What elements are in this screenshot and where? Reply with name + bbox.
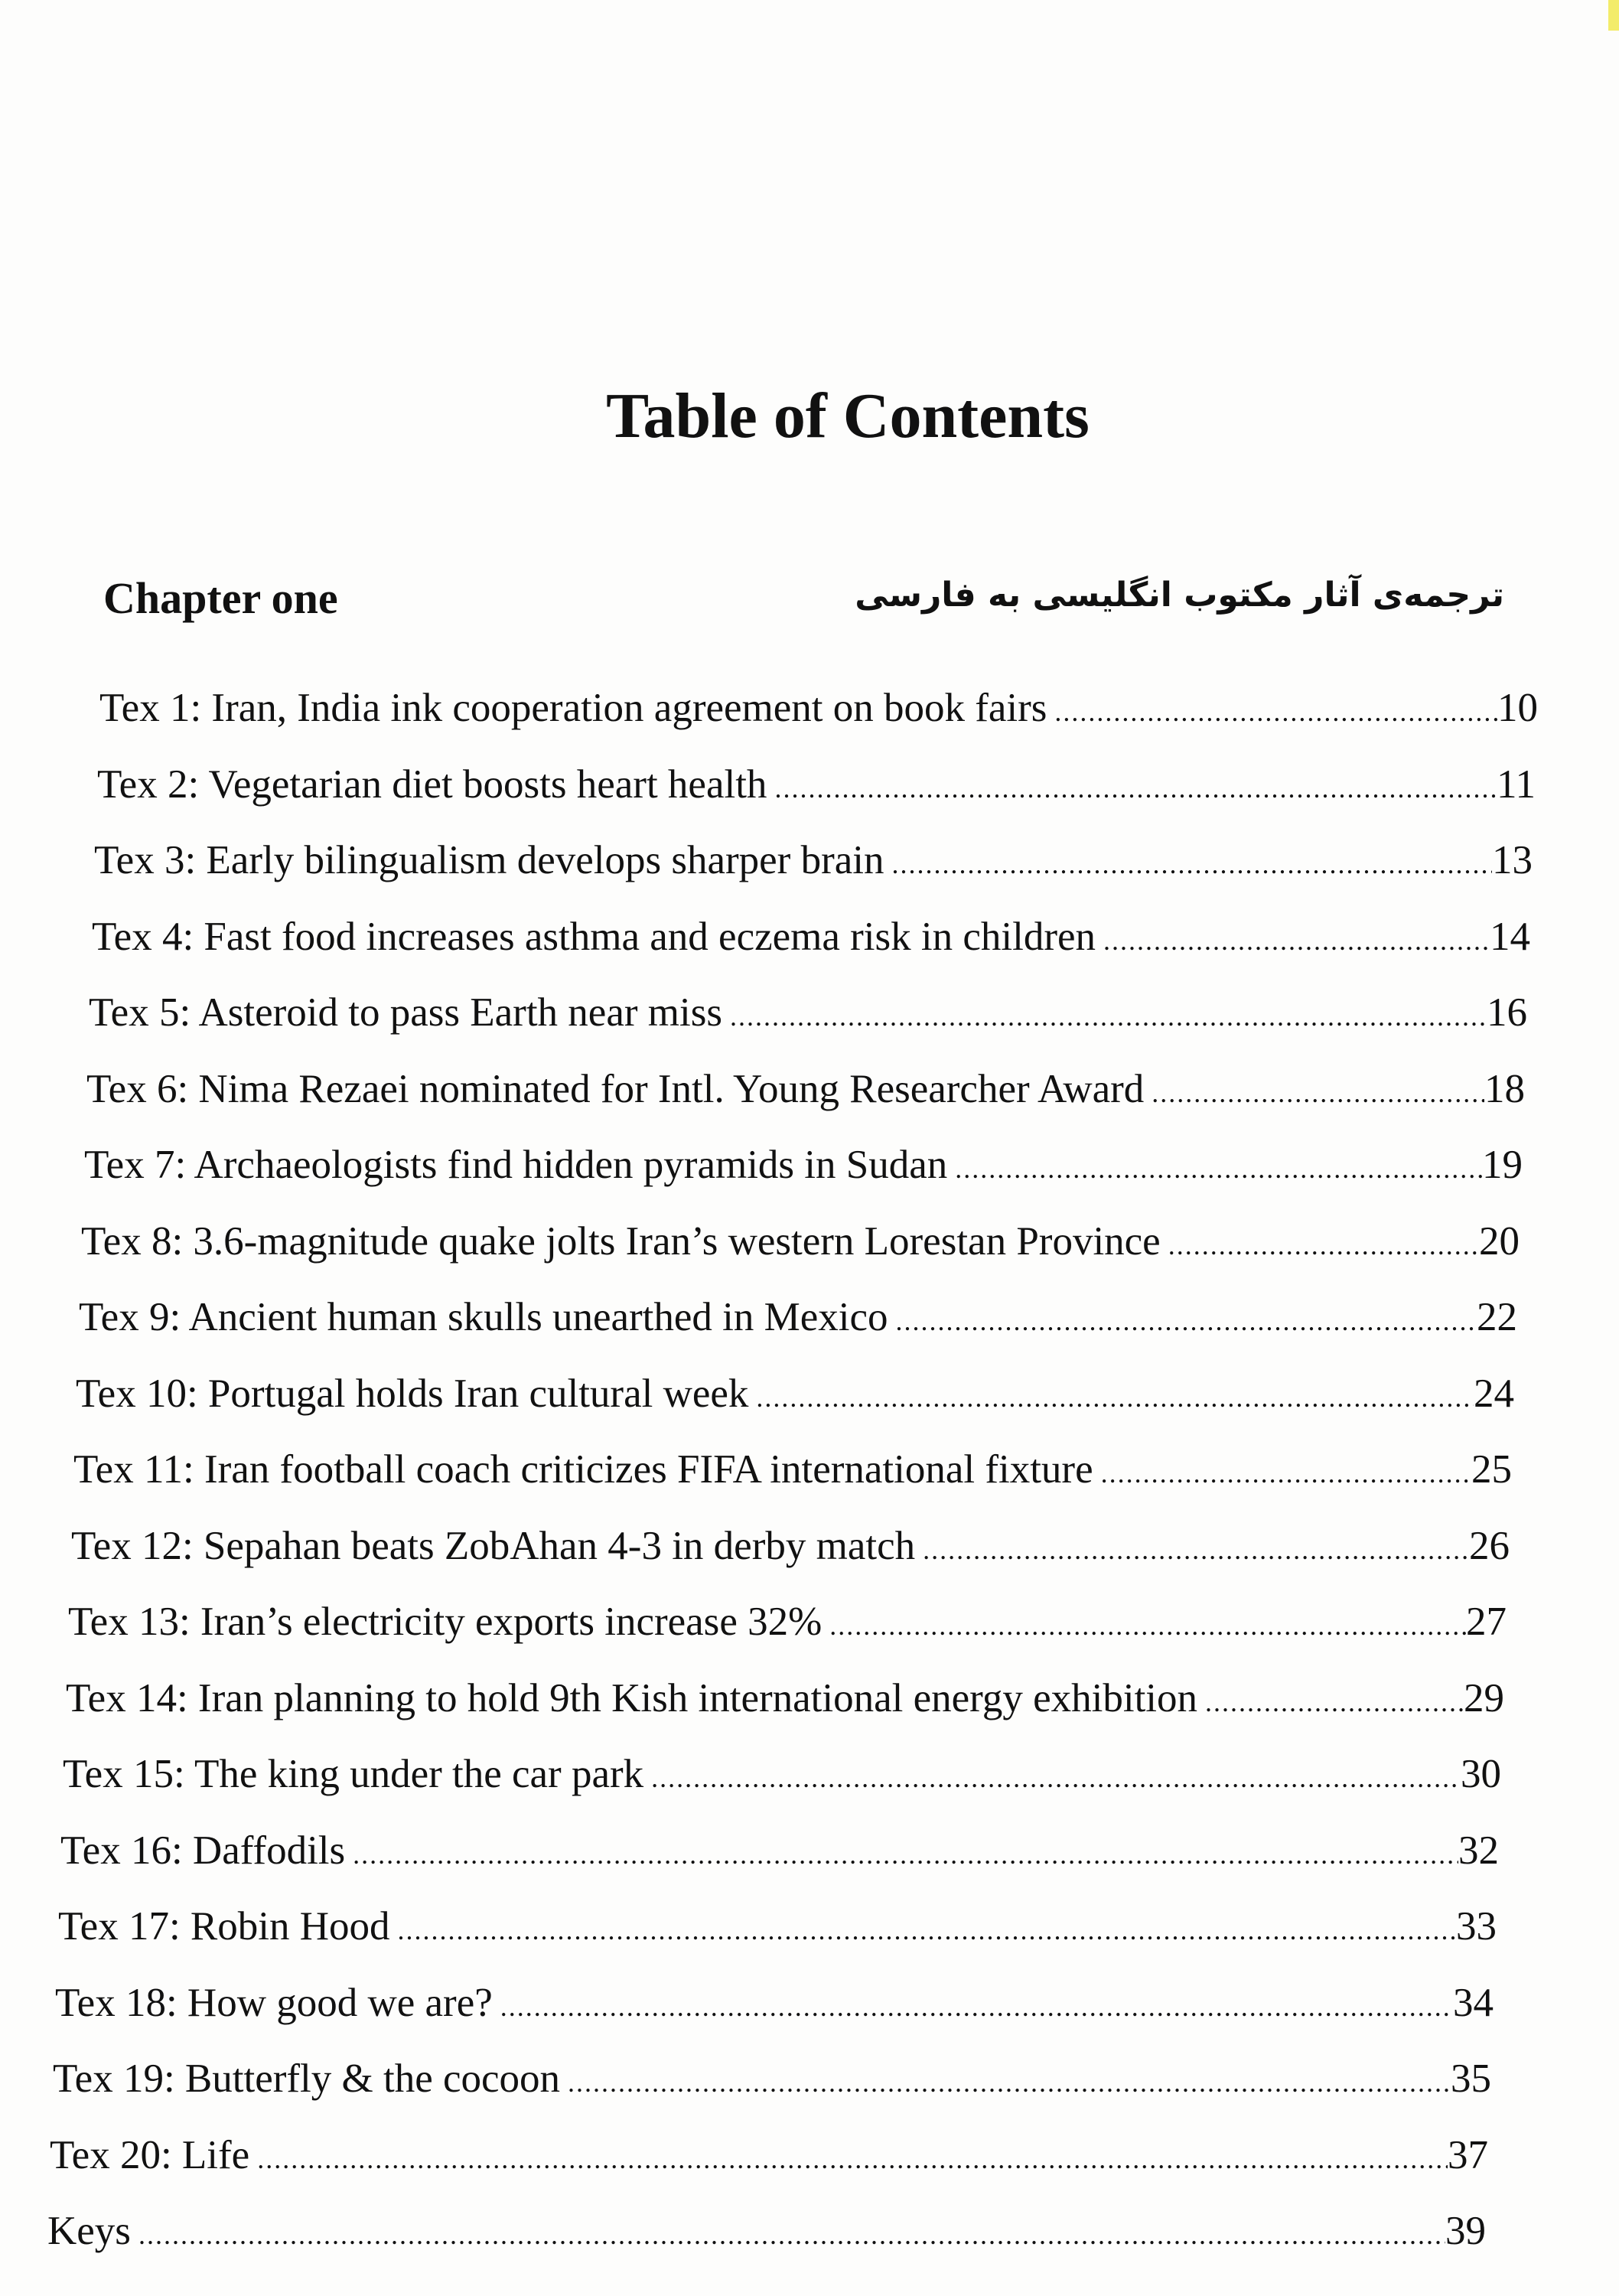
toc-entry-page: 20 <box>1479 1218 1520 1264</box>
toc-entry <box>97 762 1536 838</box>
page-title: Table of Contents <box>606 380 1090 452</box>
dot-leader <box>138 2219 1445 2251</box>
toc-entry-title: Tex 18: How good we are? <box>55 1980 493 2025</box>
toc-entry-page: 13 <box>1492 838 1533 882</box>
dot-leader <box>955 1153 1482 1185</box>
dot-leader <box>1168 1229 1479 1261</box>
dot-leader <box>398 1914 1456 1946</box>
toc-entry-title: Tex 20: Life <box>50 2132 250 2177</box>
toc-entry <box>68 1599 1507 1675</box>
toc-entry <box>71 1523 1510 1600</box>
toc-entry-title: Tex 14: Iran planning to hold 9th Kish international energy exhibition <box>66 1675 1198 1720</box>
toc-entry-page: 32 <box>1458 1828 1499 1873</box>
toc-entry-page: 11 <box>1496 762 1536 807</box>
toc-entry-page: 33 <box>1456 1904 1497 1949</box>
toc-entry-title: Tex 6: Nima Rezaei nominated for Intl. Young Researcher Award <box>86 1066 1145 1111</box>
toc-entry <box>63 1751 1501 1828</box>
dot-leader <box>829 1609 1466 1642</box>
toc-entry-page: 27 <box>1466 1600 1507 1644</box>
toc-entry <box>79 1294 1517 1371</box>
persian-heading: ترجمه‌ی آثار مکتوب انگلیسی به فارسی <box>855 576 1504 615</box>
toc-entry <box>86 1066 1525 1143</box>
toc-entry-page: 22 <box>1477 1295 1517 1339</box>
chapter-heading: Chapter one <box>103 573 338 623</box>
dot-leader <box>651 1762 1461 1794</box>
dot-leader <box>1205 1686 1464 1718</box>
toc-entry <box>53 2056 1491 2132</box>
page-edge-mark <box>1608 0 1619 31</box>
dot-leader <box>1103 925 1490 957</box>
toc-entry-title: Tex 15: The king under the car park <box>63 1752 644 1796</box>
dot-leader <box>774 772 1497 804</box>
toc-entry-title: Tex 8: 3.6-magnitude quake jolts Iran’s western Lorestan Province <box>81 1218 1161 1264</box>
toc-entry-title: Tex 19: Butterfly & the cocoon <box>53 2056 561 2101</box>
toc-entry <box>76 1371 1514 1447</box>
toc-entry-page: 14 <box>1490 914 1530 959</box>
toc-entry <box>55 1980 1494 2056</box>
toc-entry-page: 39 <box>1445 2209 1486 2253</box>
toc-entry-title: Tex 2: Vegetarian diet boosts heart health <box>97 762 767 807</box>
toc-entry-title: Tex 10: Portugal holds Iran cultural week <box>76 1371 749 1416</box>
toc-entry-page: 24 <box>1474 1371 1514 1416</box>
toc-entry-page: 30 <box>1461 1752 1501 1796</box>
toc-entry-page: 18 <box>1484 1066 1525 1111</box>
dot-leader <box>1054 696 1497 728</box>
toc-entry-title: Tex 13: Iran’s electricity exports increase 32% <box>68 1600 823 1644</box>
dot-leader <box>896 1305 1477 1337</box>
dot-leader <box>891 848 1492 880</box>
dot-leader <box>730 1000 1487 1032</box>
toc-entry-page: 29 <box>1464 1675 1504 1720</box>
toc-entry <box>81 1218 1520 1295</box>
dot-leader <box>756 1381 1474 1414</box>
toc-entry <box>94 837 1533 914</box>
toc-entry-page: 35 <box>1451 2056 1491 2101</box>
dot-leader <box>257 2143 1448 2175</box>
toc-entry-title: Keys <box>47 2209 131 2253</box>
dot-leader <box>353 1838 1458 1870</box>
toc-entry <box>92 914 1530 990</box>
toc-entry-title: Tex 9: Ancient human skulls unearthed in Mexico <box>79 1295 888 1339</box>
toc-entry-page: 34 <box>1453 1980 1494 2025</box>
dot-leader <box>923 1534 1469 1566</box>
toc-entry-page: 25 <box>1471 1447 1512 1492</box>
toc-entry-title: Tex 16: Daffodils <box>60 1828 346 1873</box>
toc-entry-title: Tex 12: Sepahan beats ZobAhan 4-3 in derby match <box>71 1523 916 1568</box>
toc-entry <box>47 2208 1486 2285</box>
dot-leader <box>568 2066 1451 2099</box>
toc-list <box>47 685 1538 2285</box>
toc-entry-title: Tex 4: Fast food increases asthma and eczema risk in children <box>92 914 1096 959</box>
toc-entry <box>58 1903 1497 1980</box>
toc-entry-title: Tex 17: Robin Hood <box>58 1904 390 1949</box>
toc-entry <box>89 990 1527 1066</box>
dot-leader <box>1101 1457 1471 1489</box>
toc-entry-title: Tex 5: Asteroid to pass Earth near miss <box>89 990 722 1035</box>
toc-entry-page: 16 <box>1487 990 1527 1035</box>
dot-leader <box>1152 1077 1484 1109</box>
toc-entry <box>99 685 1538 762</box>
toc-entry <box>60 1828 1499 1904</box>
toc-entry-title: Tex 1: Iran, India ink cooperation agreement on book fairs <box>99 686 1047 730</box>
toc-entry-page: 19 <box>1482 1143 1523 1187</box>
toc-entry <box>50 2132 1488 2209</box>
toc-entry-page: 37 <box>1448 2132 1488 2177</box>
dot-leader <box>500 1991 1453 2023</box>
toc-entry-page: 26 <box>1469 1523 1510 1568</box>
toc-entry-page: 10 <box>1497 686 1538 730</box>
toc-entry-title: Tex 7: Archaeologists find hidden pyramids in Sudan <box>84 1143 948 1187</box>
toc-entry-title: Tex 11: Iran football coach criticizes FIFA international fixture <box>73 1447 1093 1492</box>
toc-entry <box>66 1675 1504 1752</box>
toc-entry <box>73 1446 1512 1523</box>
toc-entry <box>84 1142 1523 1218</box>
toc-entry-title: Tex 3: Early bilingualism develops sharper brain <box>94 838 884 882</box>
